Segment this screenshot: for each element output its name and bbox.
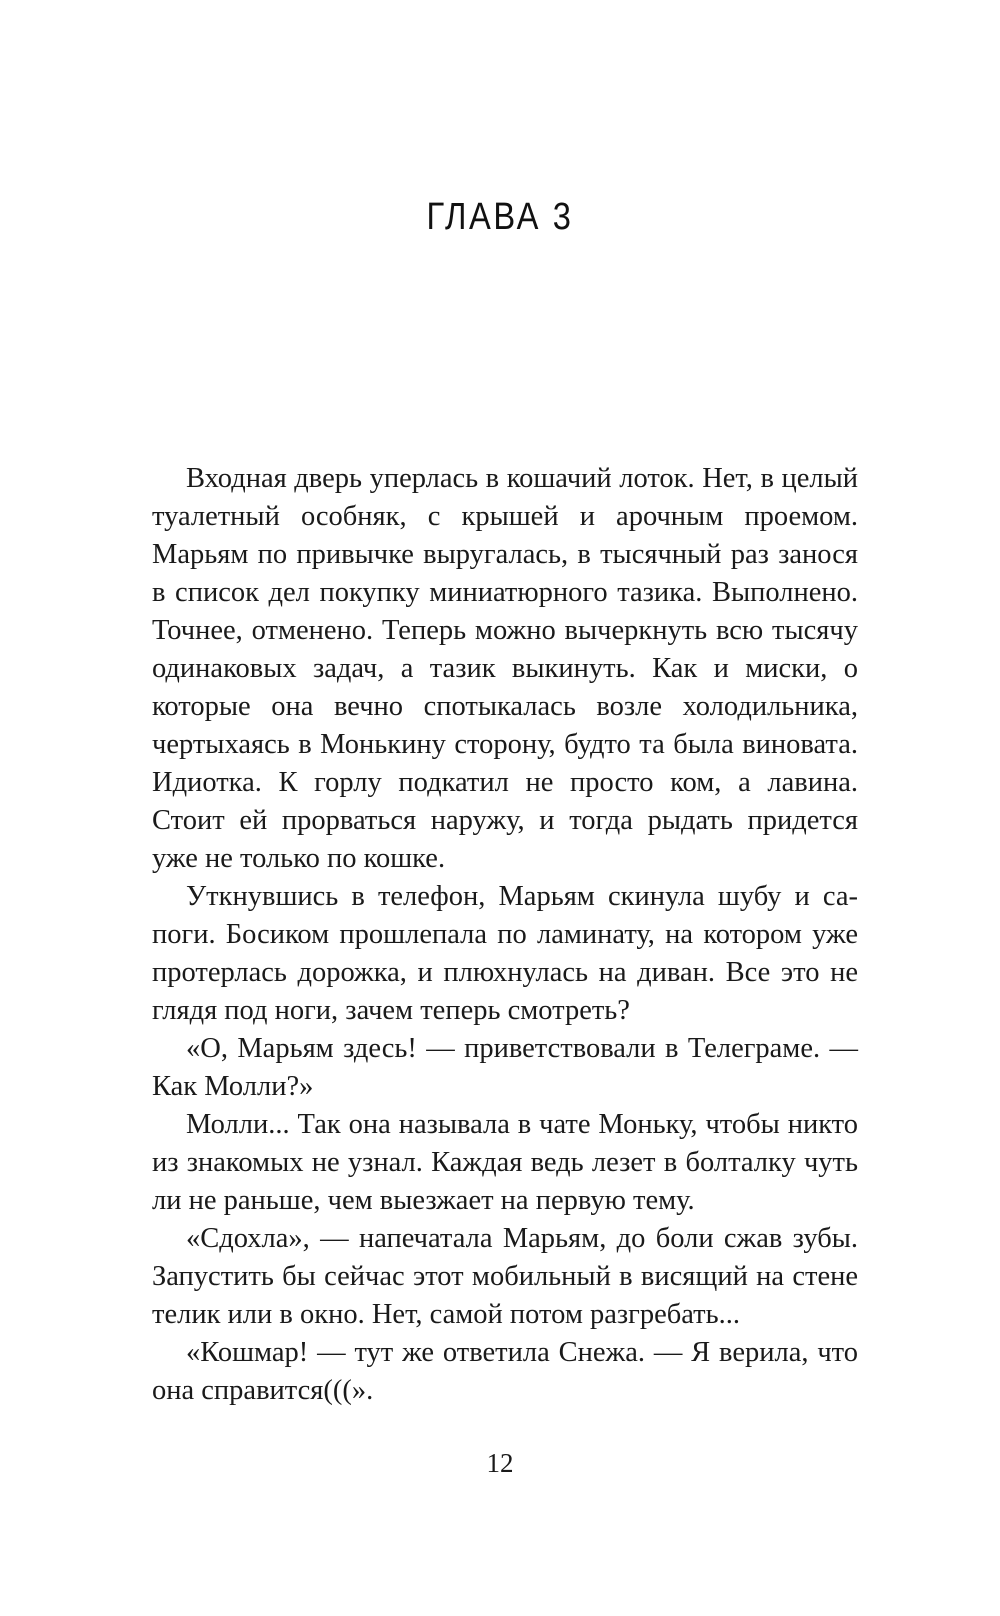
chapter-title: ГЛАВА 3 xyxy=(426,196,574,238)
paragraph: Входная дверь уперлась в кошачий лоток. Нет, в целый туалетный особняк, с крышей и арочным проемом. Марьям по привычке выругалась, в тысячный раз занося в список дел покупку миниатюрного тазика. Выполнено. Точнее, отменено. Теперь можно вычеркнуть всю тысячу одинаковых задач, а тазик выкинуть. Как и миски, о которые она вечно спотыкалась возле холодильника, чертыхаясь в Монькину сторону, будто та была виновата. Идиотка. К горлу подкатил не просто ком, а лавина. Стоит ей прорваться наружу, и тогда рыдать придется уже не только по кошке. xyxy=(152,463,858,874)
paragraph: «О, Марьям здесь! — приветствовали в Телеграме. — Как Молли?» xyxy=(152,1033,858,1102)
paragraph: «Кошмар! — тут же ответила Снежа. — Я верила, что она справится(((». xyxy=(152,1337,858,1406)
paragraph: Уткнувшись в телефон, Марьям скинула шубу и сапоги. Босиком прошлепала по ламинату, на котором уже протерлась дорожка, и плюхнулась на диван. Все это не глядя под ноги, зачем теперь смотреть? xyxy=(152,881,858,1026)
paragraph: «Сдохла», — напечатала Марьям, до боли сжав зубы. Запустить бы сейчас этот мобильный в висящий на стене телик или в окно. Нет, самой потом разгребать... xyxy=(152,1223,858,1330)
paragraph: Молли... Так она называла в чате Моньку, чтобы никто из знакомых не узнал. Каждая ведь лезет в болталку чуть ли не раньше, чем выезжает на первую тему. xyxy=(152,1109,858,1216)
body-text xyxy=(152,460,858,1410)
page-number: 12 xyxy=(486,1448,514,1478)
